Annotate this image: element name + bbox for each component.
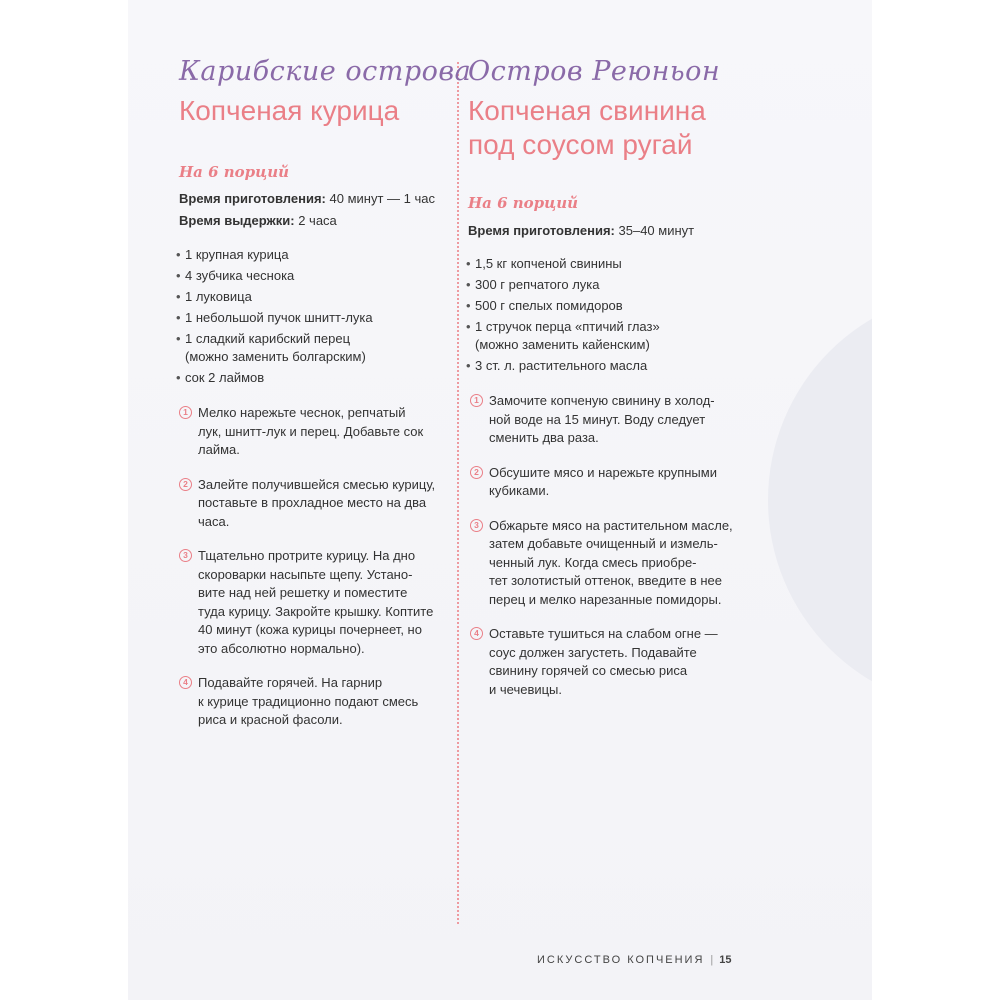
step-text: Подавайте горячей. На гарнир bbox=[198, 675, 383, 690]
ingredient-text: 300 г репчатого лука bbox=[475, 277, 600, 292]
step-number-icon: 4 bbox=[179, 676, 192, 689]
recipe-title-line1: Копченая свинина bbox=[468, 95, 706, 126]
ingredient-text: сок 2 лаймов bbox=[185, 370, 265, 385]
step-text: лайма. bbox=[198, 442, 240, 457]
step-text: поставьте в прохладное место на два bbox=[198, 495, 427, 510]
step-number-icon: 1 bbox=[179, 406, 192, 419]
step-text: это абсолютно нормально). bbox=[198, 640, 365, 656]
ingredient-item bbox=[466, 255, 756, 273]
step-text: Замочите копченую свинину в холод- bbox=[489, 393, 715, 408]
ingredient-text: (можно заменить кайенским) bbox=[475, 337, 650, 352]
ingredient-item bbox=[176, 288, 446, 306]
step-text: ченный лук. Когда смесь приобре- bbox=[489, 554, 697, 570]
ingredient-list bbox=[176, 246, 446, 390]
running-footer bbox=[537, 954, 732, 966]
step-text: лук, шнитт-лук и перец. Добавьте сок bbox=[198, 423, 424, 439]
prep-time-value: 35–40 минут bbox=[614, 223, 695, 238]
step-text: скороварки насыпьте щепу. Устано- bbox=[198, 566, 413, 582]
step-text: риса и красной фасоли. bbox=[198, 712, 343, 727]
step-item bbox=[179, 547, 454, 658]
region-title: Остров Реюньон bbox=[468, 56, 721, 87]
ingredient-text: 1 стручок перца «птичий глаз» bbox=[475, 319, 660, 334]
step-text: вите над ней решетку и поместите bbox=[198, 585, 408, 600]
step-text: Тщательно протрите курицу. На дно bbox=[198, 548, 416, 563]
book-title: ИСКУССТВО КОПЧЕНИЯ bbox=[537, 954, 705, 966]
step-item bbox=[179, 674, 454, 730]
ingredient-text: 1,5 кг копченой свинины bbox=[475, 256, 622, 271]
hold-time bbox=[179, 210, 337, 231]
prep-time bbox=[468, 220, 694, 241]
region-title: Карибские острова bbox=[179, 56, 472, 87]
prep-time bbox=[179, 188, 435, 209]
step-text: перец и мелко нарезанные помидоры. bbox=[489, 591, 722, 607]
ingredient-item bbox=[176, 246, 446, 264]
step-number-icon: 1 bbox=[470, 394, 483, 407]
step-text: Залейте получившейся смесью курицу, bbox=[198, 476, 436, 492]
step-text: Мелко нарежьте чеснок, репчатый bbox=[198, 405, 406, 420]
step-item bbox=[179, 476, 454, 532]
step-text: свинину горячей со смесью риса bbox=[489, 663, 688, 678]
ingredient-text: 1 луковица bbox=[185, 289, 252, 304]
hold-time-value: 2 часа bbox=[294, 213, 337, 228]
step-text: кубиками. bbox=[489, 483, 550, 498]
footer-separator: | bbox=[710, 954, 714, 966]
step-list bbox=[179, 404, 454, 746]
step-text: Обсушите мясо и нарежьте крупными bbox=[489, 464, 717, 480]
ingredient-item bbox=[466, 297, 756, 315]
ingredient-text: 1 крупная курица bbox=[185, 247, 289, 262]
prep-time-label: Время приготовления: bbox=[179, 191, 326, 206]
ingredient-text: 1 сладкий карибский перец bbox=[185, 331, 351, 346]
hold-time-label: Время выдержки: bbox=[179, 213, 295, 228]
step-number-icon: 3 bbox=[470, 519, 483, 532]
ingredient-text: 1 небольшой пучок шнитт-лука bbox=[185, 310, 373, 325]
step-text: ной воде на 15 минут. Воду следует bbox=[489, 411, 706, 427]
ingredient-text: 500 г спелых помидоров bbox=[475, 298, 623, 313]
step-item bbox=[470, 392, 760, 448]
ingredient-item bbox=[176, 369, 446, 387]
step-item bbox=[470, 625, 760, 699]
column-divider bbox=[457, 62, 459, 924]
step-number-icon: 4 bbox=[470, 627, 483, 640]
step-item bbox=[470, 464, 760, 501]
ingredient-item bbox=[466, 357, 756, 375]
recipe-title: Копченая курица bbox=[179, 95, 400, 126]
prep-time-label: Время приготовления: bbox=[468, 223, 615, 238]
step-number-icon: 3 bbox=[179, 549, 192, 562]
step-text: Оставьте тушиться на слабом огне — bbox=[489, 626, 718, 641]
step-text: тет золотистый оттенок, введите в нее bbox=[489, 573, 723, 588]
step-text: часа. bbox=[198, 513, 230, 529]
ingredient-text: 3 ст. л. растительного масла bbox=[475, 358, 648, 373]
step-text: 40 минут (кожа курицы почернеет, но bbox=[198, 622, 422, 637]
ingredient-item bbox=[466, 276, 756, 294]
prep-time-value: 40 минут — 1 час bbox=[325, 191, 435, 206]
step-item bbox=[470, 517, 760, 610]
ingredient-text: (можно заменить болгарским) bbox=[185, 349, 366, 364]
ingredient-text: 4 зубчика чеснока bbox=[185, 268, 295, 283]
page-number: 15 bbox=[719, 954, 732, 966]
ingredient-item bbox=[176, 309, 446, 327]
servings: На 6 порций bbox=[468, 194, 579, 212]
step-text: Обжарьте мясо на растительном масле, bbox=[489, 517, 733, 533]
step-text: туда курицу. Закройте крышку. Коптите bbox=[198, 603, 434, 619]
step-item bbox=[179, 404, 454, 460]
step-text: сменить два раза. bbox=[489, 430, 599, 445]
servings: На 6 порций bbox=[179, 163, 290, 181]
step-text: затем добавьте очищенный и измель- bbox=[489, 536, 718, 551]
ingredient-item bbox=[176, 330, 446, 366]
step-number-icon: 2 bbox=[179, 478, 192, 491]
step-text: и чечевицы. bbox=[489, 681, 563, 697]
background-shade bbox=[768, 290, 872, 710]
recipe-title-line2: под соусом ругай bbox=[468, 129, 693, 160]
step-text: соус должен загустеть. Подавайте bbox=[489, 644, 697, 660]
step-text: к курице традиционно подают смесь bbox=[198, 693, 419, 709]
ingredient-list bbox=[466, 255, 756, 378]
step-number-icon: 2 bbox=[470, 466, 483, 479]
ingredient-item bbox=[176, 267, 446, 285]
ingredient-item bbox=[466, 318, 756, 354]
step-list bbox=[470, 392, 760, 715]
